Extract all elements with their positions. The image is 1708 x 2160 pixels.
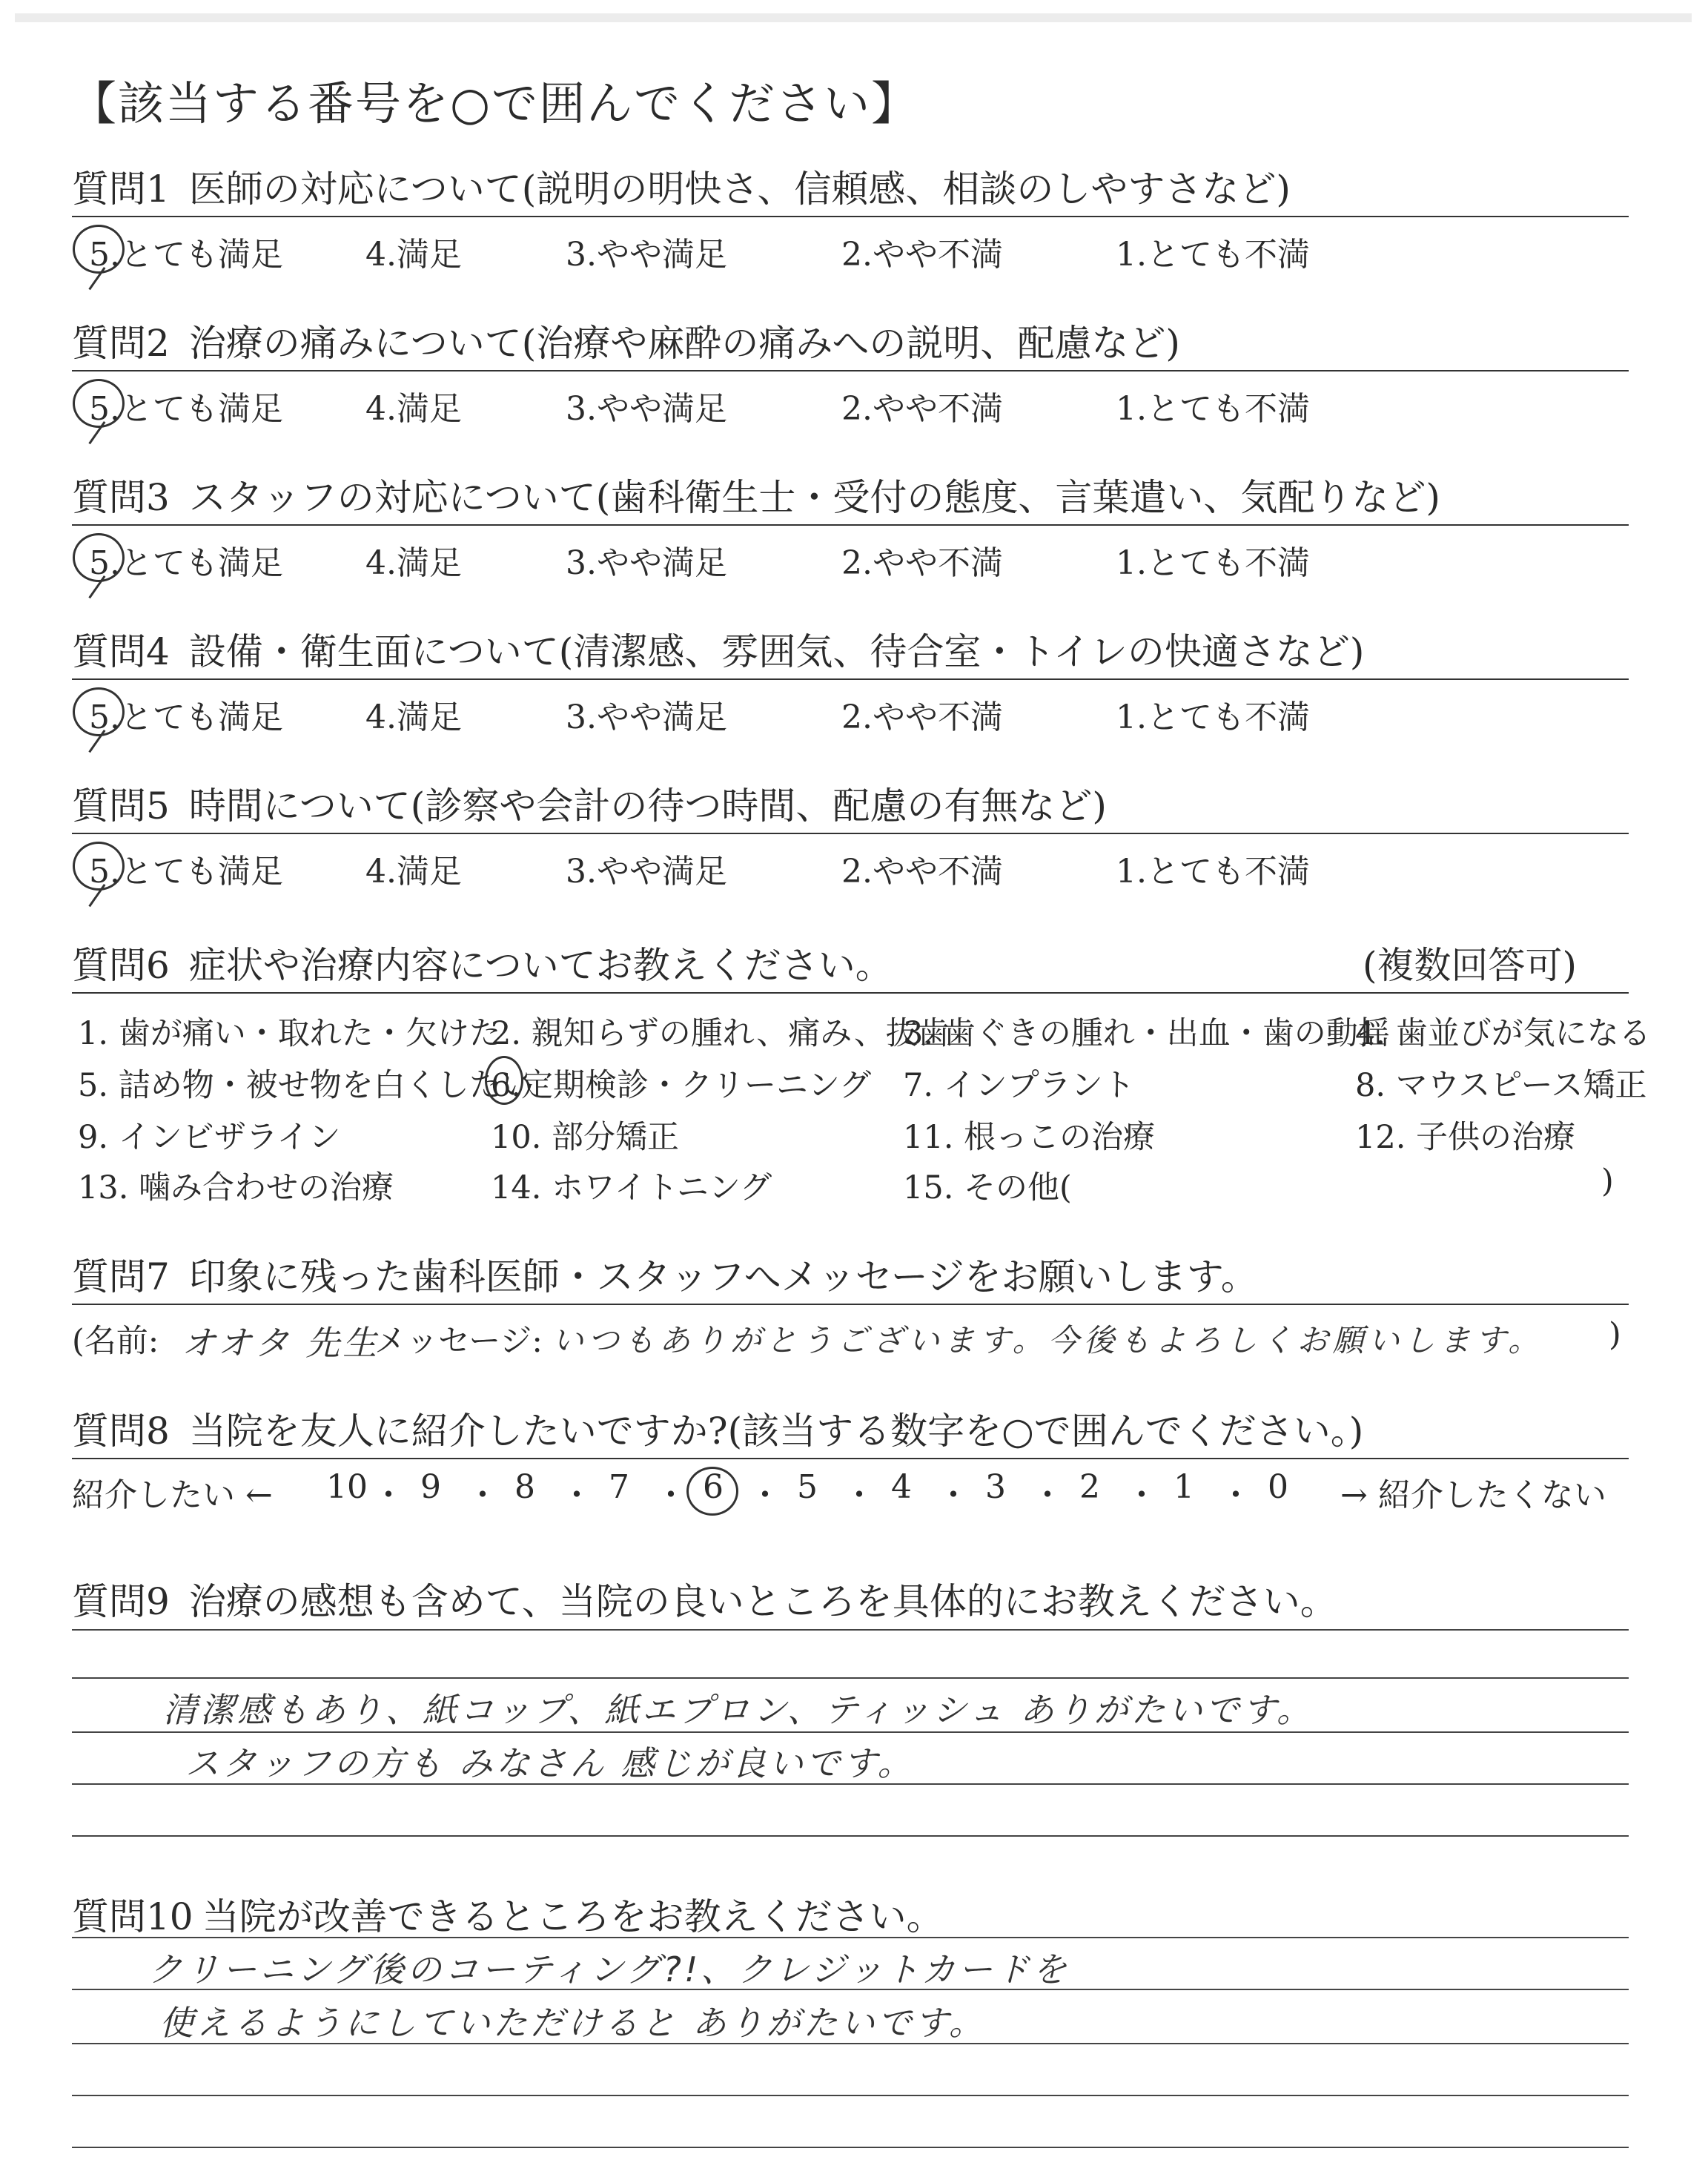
- q8-separator: ・: [749, 1476, 781, 1514]
- q6-option-3[interactable]: 3. 歯ぐきの腫れ・出血・歯の動揺: [903, 1015, 1390, 1052]
- q10-answer-2[interactable]: 使えるようにしていただけると ありがたいです。: [159, 2003, 986, 2043]
- q6-option-6[interactable]: 6.定期検診・クリーニング: [491, 1067, 872, 1104]
- q2-title: [72, 314, 1180, 367]
- q6-text: 症状や治療内容についてお教えください。: [188, 944, 893, 987]
- q4-option-1[interactable]: 1.とても不満: [1116, 698, 1310, 736]
- q10-text: 当院が改善できるところをお教えください。: [202, 1895, 944, 1938]
- q5-option-4[interactable]: 4.満足: [365, 853, 462, 891]
- q1-option-5[interactable]: 5.とても満足: [89, 236, 283, 274]
- q5-option-1[interactable]: 1.とても不満: [1116, 853, 1310, 891]
- q3-option-1[interactable]: 1.とても不満: [1116, 544, 1310, 582]
- q9-line-1: [72, 1629, 1629, 1631]
- q8-scale-6[interactable]: 6: [703, 1468, 724, 1506]
- q6-option-10[interactable]: 10. 部分矯正: [491, 1119, 680, 1156]
- q9-number: 質問9: [72, 1580, 170, 1623]
- q7-message-value[interactable]: いつもありがとうございます。今後もよろしくお願いします。: [552, 1322, 1544, 1358]
- q6-option-8[interactable]: 8. マウスピース矯正: [1355, 1067, 1647, 1104]
- q3-text: スタッフの対応について(歯科衛生士・受付の態度、言葉遣い、気配りなど): [188, 476, 1440, 519]
- q8-scale-2[interactable]: 2: [1079, 1468, 1100, 1506]
- q1-rule: [72, 216, 1629, 217]
- q1-number: 質問1: [72, 168, 170, 211]
- q7-close-paren: ): [1609, 1316, 1621, 1353]
- q3-option-4[interactable]: 4.満足: [365, 544, 462, 582]
- q8-scale-3[interactable]: 3: [985, 1468, 1006, 1506]
- q9-answer-1[interactable]: 清潔感もあり、紙コップ、紙エプロン、ティッシュ ありがたいです。: [163, 1690, 1314, 1730]
- q2-option-5[interactable]: 5.とても満足: [89, 390, 283, 428]
- q3-rule: [72, 524, 1629, 526]
- q3-option-3[interactable]: 3.やや満足: [566, 544, 727, 582]
- q7-name-label: (名前:: [72, 1323, 159, 1360]
- q4-option-5[interactable]: 5.とても満足: [89, 698, 283, 736]
- q8-separator: ・: [843, 1476, 875, 1514]
- q8-rule: [72, 1458, 1629, 1459]
- q1-option-3[interactable]: 3.やや満足: [566, 236, 727, 274]
- q7-text: 印象に残った歯科医師・スタッフへメッセージをお願いします。: [188, 1255, 1258, 1298]
- q5-option-2[interactable]: 2.やや不満: [841, 853, 1003, 891]
- q5-number: 質問5: [72, 785, 170, 828]
- q6-option-2[interactable]: 2. 親知らずの腫れ、痛み、抜歯: [491, 1015, 950, 1052]
- q5-rule: [72, 833, 1629, 834]
- q5-text: 時間について(診察や会計の待つ時間、配慮の有無など): [188, 785, 1107, 828]
- q8-separator: ・: [1125, 1476, 1158, 1514]
- q9-line-2: [72, 1677, 1629, 1679]
- q4-text: 設備・衛生面について(清潔感、雰囲気、待合室・トイレの快適さなど): [188, 630, 1365, 673]
- q6-option-7[interactable]: 7. インプラント: [903, 1067, 1135, 1104]
- q4-title: [72, 622, 1364, 676]
- q8-scale-7[interactable]: 7: [609, 1468, 629, 1506]
- q4-number: 質問4: [72, 630, 170, 673]
- q3-selection-circle: [73, 533, 125, 582]
- q4-option-3[interactable]: 3.やや満足: [566, 698, 727, 736]
- q6-other-close-paren: ): [1601, 1163, 1614, 1200]
- q5-option-3[interactable]: 3.やや満足: [566, 853, 727, 891]
- q8-scale-1[interactable]: 1: [1174, 1468, 1194, 1506]
- q10-line-1: [72, 1937, 1629, 1938]
- q6-option-14[interactable]: 14. ホワイトニング: [491, 1169, 772, 1206]
- q4-option-4[interactable]: 4.満足: [365, 698, 462, 736]
- q8-scale-8[interactable]: 8: [514, 1468, 535, 1506]
- q2-option-3[interactable]: 3.やや満足: [566, 390, 727, 428]
- q6-option-13[interactable]: 13. 噛み合わせの治療: [78, 1169, 394, 1206]
- q1-option-2[interactable]: 2.やや不満: [841, 236, 1003, 274]
- q9-text: 治療の感想も含めて、当院の良いところを具体的にお教えください。: [188, 1580, 1337, 1623]
- q8-separator: ・: [937, 1476, 970, 1514]
- q8-selection-circle: [686, 1467, 738, 1516]
- q1-selection-circle: [73, 225, 125, 274]
- q8-scale-4[interactable]: 4: [891, 1468, 912, 1506]
- q10-line-5: [72, 2147, 1629, 2148]
- q7-title: [72, 1247, 1258, 1301]
- q3-option-5[interactable]: 5.とても満足: [89, 544, 283, 582]
- q7-message-label: メッセージ:: [374, 1323, 543, 1360]
- q6-option-11[interactable]: 11. 根っこの治療: [903, 1119, 1156, 1156]
- q8-scale-9[interactable]: 9: [420, 1468, 441, 1506]
- q9-line-5: [72, 1835, 1629, 1837]
- q1-text: 医師の対応について(説明の明快さ、信頼感、相談のしやすさなど): [188, 168, 1291, 211]
- q5-selection-circle: [73, 842, 125, 891]
- q2-option-2[interactable]: 2.やや不満: [841, 390, 1003, 428]
- q6-number: 質問6: [72, 944, 170, 987]
- q3-title: [72, 468, 1440, 521]
- q10-answer-1[interactable]: クリーニング後のコーティング?!、クレジットカードを: [148, 1949, 1070, 1989]
- q7-rule: [72, 1304, 1629, 1305]
- q1-option-4[interactable]: 4.満足: [365, 236, 462, 274]
- q6-rule: [72, 992, 1629, 994]
- q6-option-4[interactable]: 4. 歯並びが気になる: [1355, 1015, 1651, 1052]
- scan-edge: [15, 13, 1692, 22]
- q4-selection-circle: [73, 687, 125, 736]
- q9-title: [72, 1572, 1337, 1625]
- q6-option-15[interactable]: 15. その他(: [903, 1169, 1072, 1206]
- q2-option-4[interactable]: 4.満足: [365, 390, 462, 428]
- q8-separator: ・: [655, 1476, 687, 1514]
- q8-text: 当院を友人に紹介したいですか?(該当する数字を○で囲んでください。): [188, 1410, 1364, 1453]
- q8-right-label: → 紹介したくない: [1340, 1476, 1606, 1514]
- q6-option-5[interactable]: 5. 詰め物・被せ物を白くしたい: [78, 1067, 533, 1104]
- q8-left-label: 紹介したい ←: [72, 1476, 273, 1514]
- q8-separator: ・: [1219, 1476, 1252, 1514]
- q6-option-12[interactable]: 12. 子供の治療: [1355, 1119, 1576, 1156]
- q8-separator: ・: [1031, 1476, 1064, 1514]
- q7-number: 質問7: [72, 1255, 170, 1298]
- q8-number: 質問8: [72, 1410, 170, 1453]
- q4-rule: [72, 678, 1629, 680]
- q8-scale-5[interactable]: 5: [797, 1468, 818, 1506]
- q8-title: [72, 1401, 1363, 1455]
- q3-number: 質問3: [72, 476, 170, 519]
- q6-selection-circle: [485, 1056, 523, 1105]
- q2-selection-circle: [73, 379, 125, 428]
- q5-title: [72, 776, 1107, 830]
- q2-text: 治療の痛みについて(治療や麻酔の痛みへの説明、配慮など): [188, 322, 1180, 365]
- q8-scale-10[interactable]: 10: [326, 1468, 368, 1506]
- q3-option-2[interactable]: 2.やや不満: [841, 544, 1003, 582]
- q7-name-value[interactable]: オオタ 先生: [182, 1323, 380, 1363]
- q10-line-4: [72, 2095, 1629, 2096]
- q10-number: 質問10: [72, 1895, 193, 1938]
- q6-title: [72, 936, 893, 989]
- q2-option-1[interactable]: 1.とても不満: [1116, 390, 1310, 428]
- q10-title: [72, 1887, 944, 1941]
- q8-separator: ・: [560, 1476, 593, 1514]
- q9-answer-2[interactable]: スタッフの方も みなさん 感じが良いです。: [185, 1743, 915, 1783]
- page-title: 【該当する番号を○で囲んでください】: [70, 76, 919, 131]
- q1-title: [72, 159, 1291, 213]
- q1-option-1[interactable]: 1.とても不満: [1116, 236, 1310, 274]
- q2-rule: [72, 370, 1629, 371]
- q8-separator: ・: [372, 1476, 405, 1514]
- q2-number: 質問2: [72, 322, 170, 365]
- q8-scale-0[interactable]: 0: [1268, 1468, 1288, 1506]
- q6-option-1[interactable]: 1. 歯が痛い・取れた・欠けた: [78, 1015, 501, 1052]
- q8-separator: ・: [466, 1476, 499, 1514]
- q6-option-9[interactable]: 9. インビザライン: [78, 1119, 341, 1156]
- q4-option-2[interactable]: 2.やや不満: [841, 698, 1003, 736]
- q6-note: (複数回答可): [1363, 944, 1578, 987]
- q5-option-5[interactable]: 5.とても満足: [89, 853, 283, 891]
